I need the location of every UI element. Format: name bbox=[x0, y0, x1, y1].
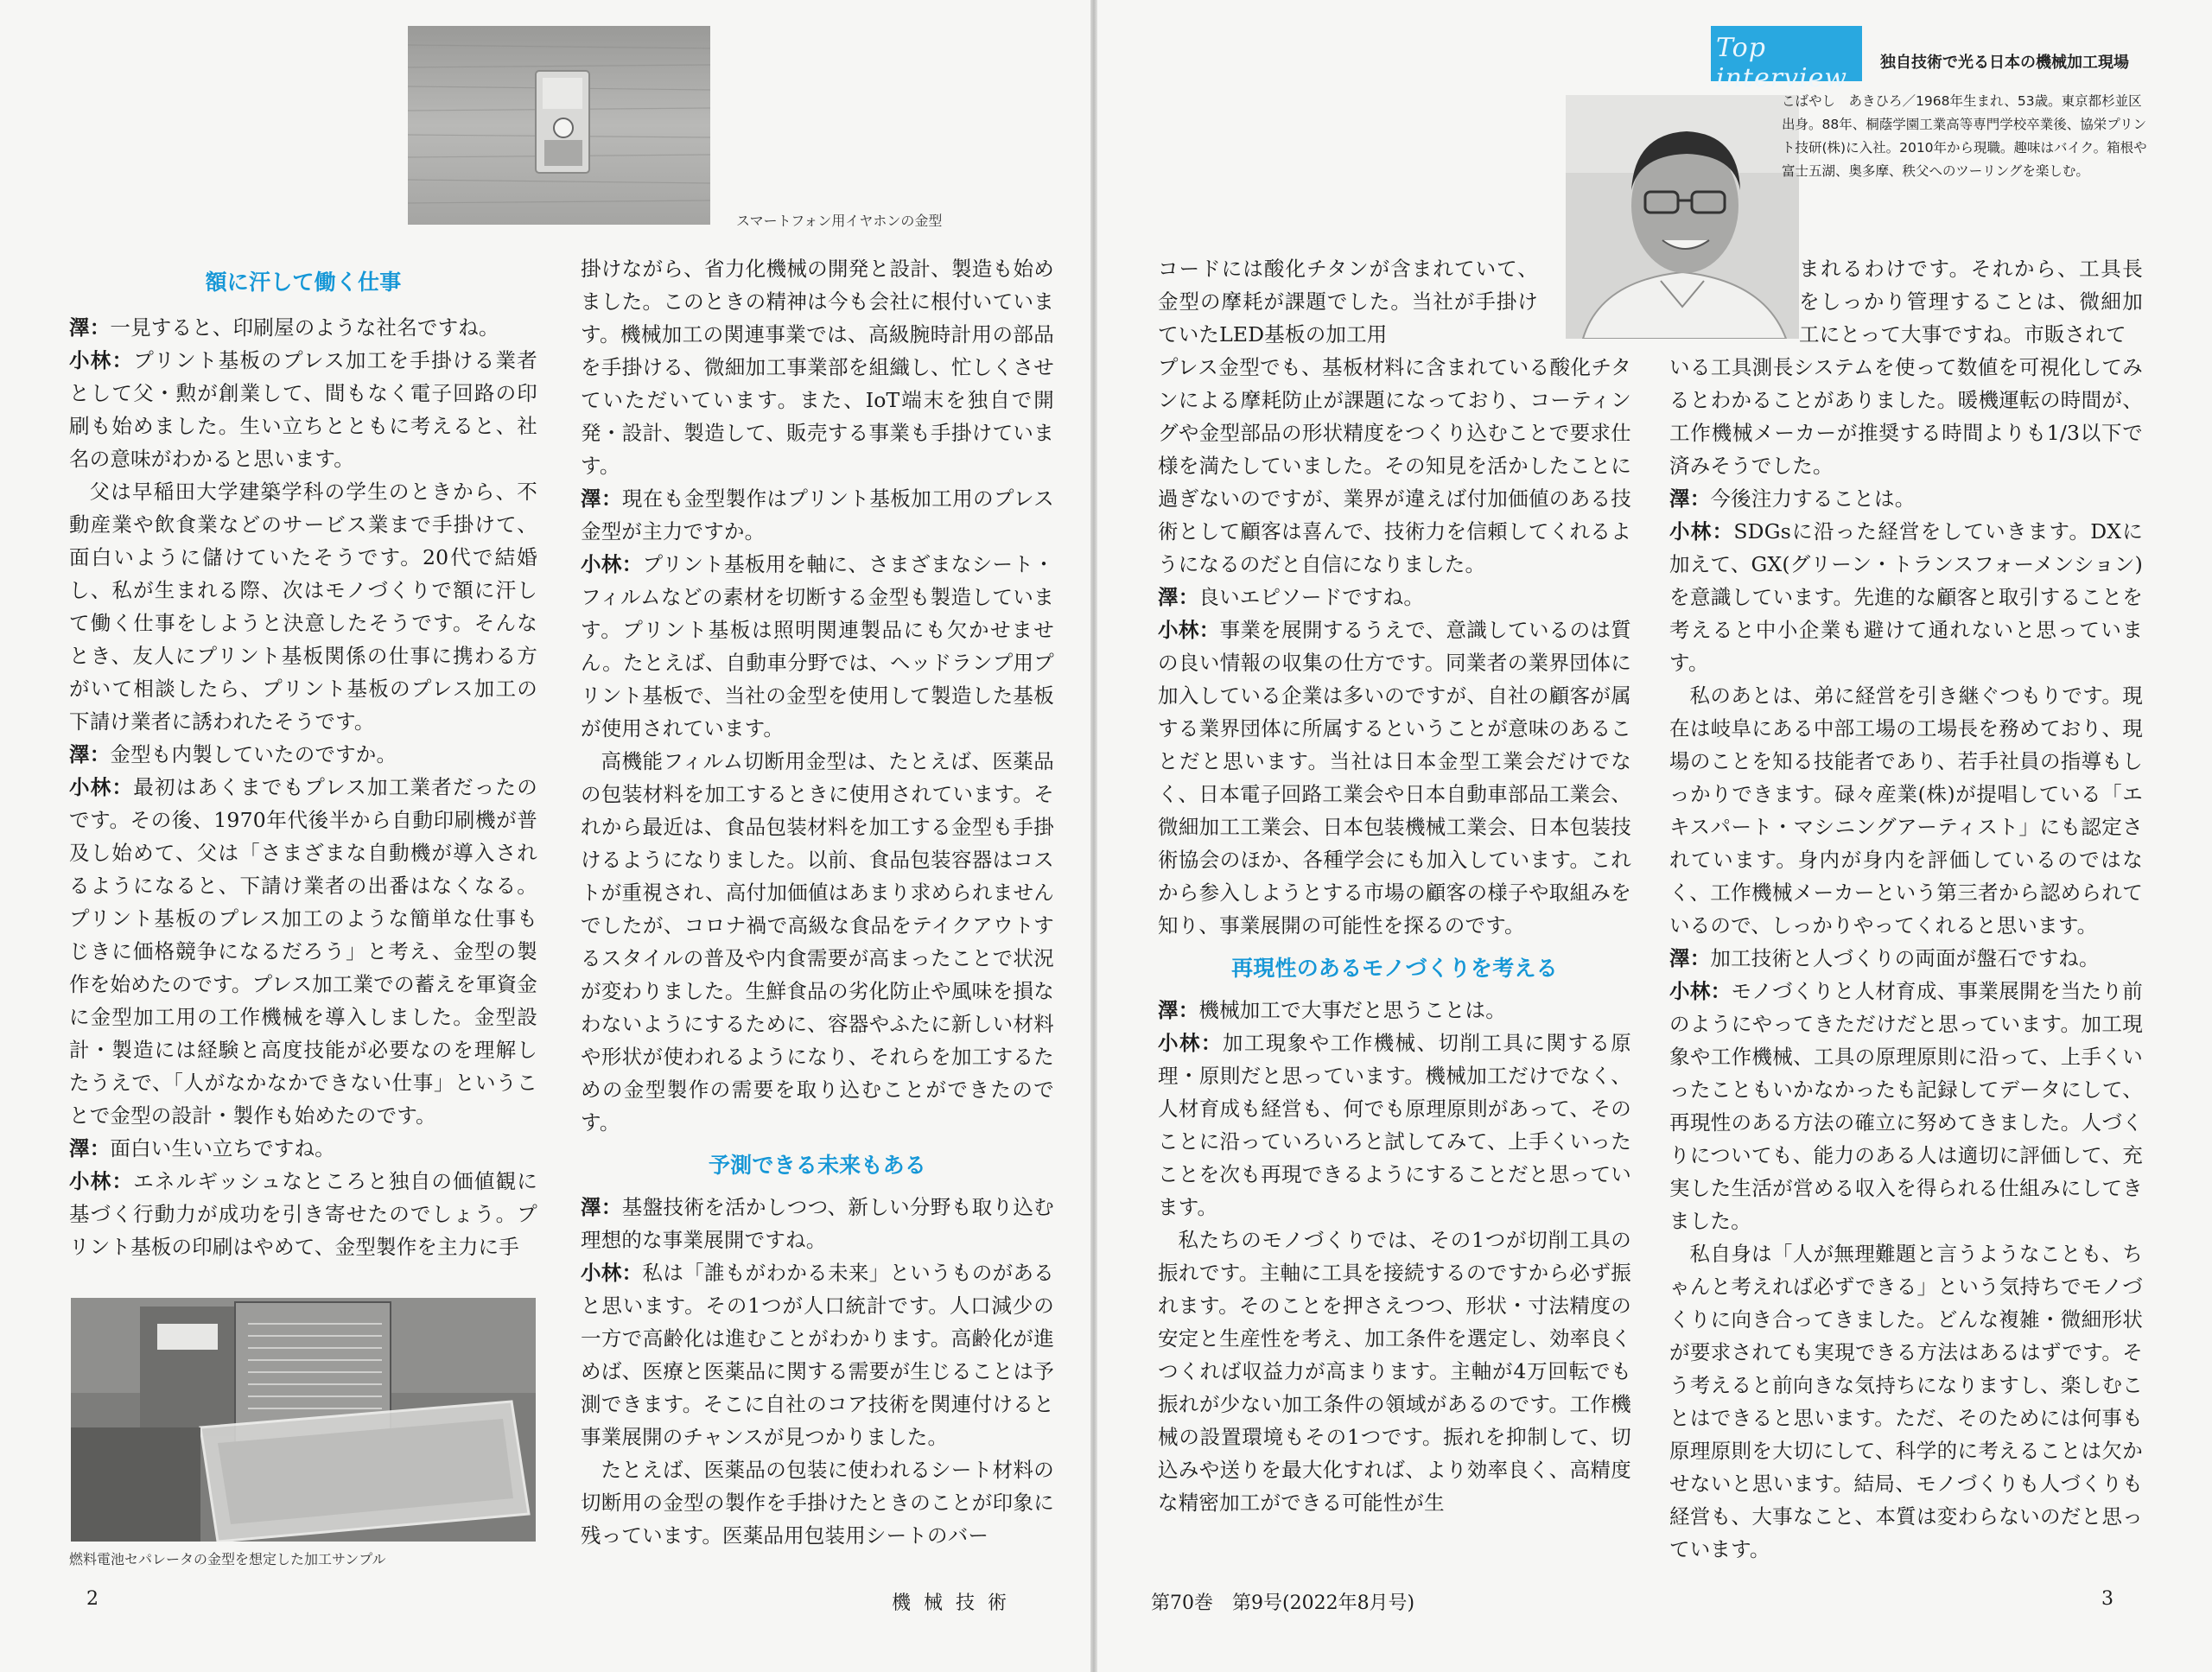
paragraph bbox=[1669, 515, 2143, 679]
paragraph-text: 今後注力することは。 bbox=[1710, 486, 1916, 511]
speaker-label: 小林： bbox=[69, 1169, 134, 1193]
book-spine bbox=[1090, 0, 1097, 1672]
interview-banner bbox=[1711, 26, 2212, 93]
banner-tab bbox=[1711, 26, 1862, 93]
section-heading: 予測できる未来もある bbox=[708, 1153, 926, 1178]
paragraph bbox=[581, 1256, 1054, 1453]
paragraph bbox=[1158, 613, 1631, 942]
paragraph bbox=[581, 1191, 1054, 1256]
column-1 bbox=[69, 261, 537, 1263]
paragraph: たとえば、医薬品の包装に使われるシート材料の切断用の金型の製作を手掛けたときのことが印象に残っています。医薬品用包装用シートのバー bbox=[581, 1458, 1054, 1548]
speaker-label: 澤： bbox=[581, 1195, 622, 1219]
paragraph bbox=[1158, 994, 1631, 1027]
paragraph bbox=[69, 344, 537, 475]
speaker-label: 澤： bbox=[69, 1136, 111, 1160]
paragraph: まれるわけです。それから、工具長をしっかり管理することは、微細加工にとって大事ですね。市販されて bbox=[1799, 257, 2143, 346]
speaker-label: 小林： bbox=[1669, 519, 1734, 544]
speaker-label: 小林： bbox=[69, 348, 134, 372]
paragraph: 掛けながら、省力化機械の開発と設計、製造も始めました。このときの精神は今も会社に根付いています。機械加工の関連事業では、高級腕時計用の部品を手掛ける、微細加工事業部を組織し、忙しくさせていただいています。また、IoT端末を独自で開発・設計、製造して、販売する事業も手掛けています。 bbox=[581, 257, 1054, 478]
magazine-name: 機 械 技 術 bbox=[892, 1593, 1010, 1614]
separator-caption: 燃料電池セパレータの金型を想定した加工サンプル bbox=[69, 1551, 386, 1567]
paragraph bbox=[69, 771, 537, 1132]
column-3 bbox=[1158, 252, 1631, 1519]
earphone-mold-image bbox=[408, 26, 710, 225]
banner-script: Top interview bbox=[1716, 33, 1848, 93]
paragraph: 私のあとは、弟に経営を引き継ぐつもりです。現在は岐阜にある中部工場の工場長を務めており、現場のことを知る技能者であり、若手社員の指導もしっかりできます。碌々産業(株)が提唱している「エキスパート・マシニングアーティスト」にも認定されています。身内が身内を評価しているのではなく、工作機械メーカーという第三者から認められているので、しっかりやってくれると思います。 bbox=[1669, 683, 2143, 938]
series-title: 独自技術で光る日本の機械加工現場 bbox=[1880, 54, 2129, 72]
speaker-label: 澤： bbox=[1669, 486, 1711, 511]
paragraph bbox=[1158, 581, 1631, 613]
column-4 bbox=[1669, 252, 2143, 1566]
paragraph bbox=[69, 738, 537, 771]
paragraph-text: 加工技術と人づくりの両面が盤石ですね。 bbox=[1710, 946, 2100, 970]
section-heading: 額に汗して働く仕事 bbox=[205, 270, 402, 295]
paragraph-text: プリント基板のプレス加工を手掛ける業者として父・勲が創業して、間もなく電子回路の印刷も始めました。生い立ちとともに考えると、社名の意味がわかると思います。 bbox=[69, 348, 537, 471]
paragraph: 私たちのモノづくりでは、その1つが切削工具の振れです。主軸に工具を接続するのですから必ず振れます。そのことを押さえつつ、形状・寸法精度の安定と生産性を考え、加工条件を選定し、効率良くつくれば収益力が高まります。主軸が4万回転でも振れが少ない加工条件の領域があるのです。工作機械の設置環境もその1つです。振れを抑制して、切込みや送りを最大化すれば、より効率良く、高精度な精密加工ができる可能性が生 bbox=[1158, 1228, 1631, 1515]
paragraph bbox=[581, 548, 1054, 745]
paragraph-text: エネルギッシュなところと独自の価値観に基づく行動力が成功を引き寄せたのでしょう。プリント基板の印刷はやめて、金型製作を主力に手 bbox=[69, 1169, 538, 1259]
paragraph-text: モノづくりと人材育成、事業展開を当たり前のようにやってきただけだと思っています。加工現象や工作機械、工具の原理原則に沿って、上手くいったこともいかなかったも記録してデータにして、再現性のある方法の確立に努めてきました。人づくりについても、能力のある人は適切に評価して、充実した生活が営める収入を得られる仕組みにしてきました。 bbox=[1669, 979, 2143, 1233]
speaker-label: 小林： bbox=[581, 552, 643, 576]
speaker-label: 澤： bbox=[581, 486, 622, 511]
earphone-mold-caption: スマートフォン用イヤホンの金型 bbox=[736, 213, 943, 229]
section-heading: 再現性のあるモノづくりを考える bbox=[1231, 956, 1558, 981]
speaker-label: 澤： bbox=[1669, 946, 1711, 970]
paragraph-text: 良いエピソードですね。 bbox=[1198, 585, 1425, 609]
interviewee-bio: こばやし あきひろ／1968年生まれ、53歳。東京都杉並区出身。88年、桐蔭学園工業高等専門学校卒業後、協栄プリント技研(株)に入社。2010年から現職。趣味はバイク。箱根や富士五湖、奥多摩、秩父へのツーリングを楽しむ。 bbox=[1782, 93, 2147, 179]
speaker-label: 澤： bbox=[69, 742, 111, 766]
paragraph: コードには酸化チタンが含まれていて、金型の摩耗が課題でした。当社が手掛けていたLED基板の加工用 bbox=[1158, 257, 1538, 346]
speaker-label: 小林： bbox=[581, 1261, 643, 1285]
speaker-label: 小林： bbox=[1669, 979, 1732, 1003]
separator-sample-image bbox=[71, 1298, 536, 1542]
speaker-label: 澤： bbox=[1158, 585, 1199, 609]
paragraph bbox=[1158, 1027, 1631, 1224]
paragraph-text: 最初はあくまでもプレス加工業者だったのです。その後、1970年代後半から自動印刷機が普及し始めて、父は「さまざまな自動機が導入されるようになると、下請け業者の出番はなくなる。プリント基板のプレス加工のような簡単な仕事もじきに価格競争になるだろう」と考え、金型の製作を始めたのです。プレス加工業での蓄えを軍資金に金型加工用の工作機械を導入しました。金型設計・製造には経験と高度技能が必要なのを理解したうえで、「人がなかなかできない仕事」ということで金型の設計・製作も始めたのです。 bbox=[69, 775, 537, 1128]
paragraph-text: 加工現象や工作機械、切削工具に関する原理・原則だと思っています。機械加工だけでなく、人材育成も経営も、何でも原理原則があって、そのことに沿っていろいろと試してみて、上手くいったことを次も再現できるようにすることだと思っています。 bbox=[1158, 1031, 1631, 1219]
speaker-label: 澤： bbox=[1158, 998, 1199, 1022]
paragraph bbox=[69, 311, 537, 344]
paragraph: プレス金型でも、基板材料に含まれている酸化チタンによる摩耗防止が課題になっており、コーティングや金型部品の形状精度をつくり込むことで要求仕様を満たしていました。その知見を活かしたことに過ぎないのですが、業界が違えば付加価値のある技術として顧客は喜んで、技術力を信頼してくれるようになるのだと自信になりました。 bbox=[1158, 355, 1631, 576]
paragraph bbox=[69, 1132, 537, 1165]
paragraph-text: 面白い生い立ちですね。 bbox=[110, 1136, 335, 1160]
paragraph-text: SDGsに沿った経営をしていきます。DXに加えて、GX(グリーン・トランスフォーメンション)を意識しています。先進的な顧客と取引することを考えると中小企業も避けて通れないと思っています。 bbox=[1669, 519, 2143, 675]
issue-info: 第70巻 第9号(2022年8月号) bbox=[1151, 1593, 1415, 1614]
paragraph: いる工具測長システムを使って数値を可視化してみるとわかることがありました。暖機運転の時間が、工作機械メーカーが推奨する時間よりも1/3以下で済みそうでした。 bbox=[1669, 355, 2143, 478]
paragraph-text: 基盤技術を活かしつつ、新しい分野も取り込む理想的な事業展開ですね。 bbox=[581, 1195, 1054, 1252]
paragraph: 私自身は「人が無理難題と言うようなことも、ちゃんと考えれば必ずできる」という気持ちでモノづくりに向き合ってきました。どんな複雑・微細形状が要求されても実現できる方法はあるはずです。そう考えると前向きな気持ちになりますし、楽しむことはできると思います。ただ、そのためには何事も原理原則を大切にして、科学的に考えることは欠かせないと思います。結局、モノづくりも人づくりも経営も、大事なこと、本質は変わらないのだと思っています。 bbox=[1669, 1242, 2143, 1561]
speaker-label: 小林： bbox=[1158, 1031, 1223, 1055]
speaker-label: 澤： bbox=[69, 315, 111, 340]
paragraph bbox=[1669, 975, 2143, 1237]
paragraph-text: 事業を展開するうえで、意識しているのは質の良い情報の収集の仕方です。同業者の業界団体に加入している企業は多いのですが、自社の顧客が属する業界団体に所属するということが意味のあることだと思います。当社は日本金型工業会だけでなく、日本電子回路工業会や日本自動車部品工業会、微細加工工業会、日本包装機械工業会、日本包装技術協会のほか、各種学会にも加入しています。これから参入しようとする市場の顧客の様子や取組みを知り、事業展開の可能性を探るのです。 bbox=[1158, 618, 1631, 938]
paragraph bbox=[581, 482, 1054, 548]
paragraph-text: 機械加工で大事だと思うことは。 bbox=[1198, 998, 1506, 1022]
paragraph-text: 一見すると、印刷屋のような社名ですね。 bbox=[110, 315, 499, 340]
right-page bbox=[1097, 0, 2212, 1672]
speaker-label: 小林： bbox=[69, 775, 134, 799]
paragraph: 父は早稲田大学建築学科の学生のときから、不動産業や飲食業などのサービス業まで手掛けて、面白いように儲けていたそうです。20代で結婚し、私が生まれる際、次はモノづくりで額に汗して働く仕事をしようと決意したそうです。そんなとき、友人にプリント基板関係の仕事に携わる方がいて相談したら、プリント基板のプレス加工の下請け業者に誘われたそうです。 bbox=[69, 480, 537, 734]
paragraph-text: 金型も内製していたのですか。 bbox=[110, 742, 397, 766]
earphone-mold-photo bbox=[408, 26, 710, 225]
fuel-cell-separator-photo bbox=[71, 1298, 536, 1542]
page-number-right: 3 bbox=[2101, 1588, 2113, 1610]
paragraph bbox=[69, 1165, 537, 1263]
paragraph bbox=[1669, 942, 2143, 975]
paragraph-text: 私は「誰もがわかる未来」というものがあると思います。その1つが人口統計です。人口減少の一方で高齢化は進むことがわかります。高齢化が進めば、医療と医薬品に関する需要が生じることは予測できます。そこに自社のコア技術を関連付けると事業展開のチャンスが見つかりました。 bbox=[581, 1261, 1054, 1449]
page-number-left: 2 bbox=[86, 1588, 99, 1610]
left-page bbox=[0, 0, 1090, 1672]
speaker-label: 小林： bbox=[1158, 618, 1220, 642]
column-2 bbox=[581, 252, 1054, 1552]
paragraph: 高機能フィルム切断用金型は、たとえば、医薬品の包装材料を加工するときに使用されています。それから最近は、食品包装材料を加工する金型も手掛けるようになりました。以前、食品包装容器はコストが重視され、高付加価値はあまり求められませんでしたが、コロナ禍で高級な食品をテイクアウトするスタイルの普及や内食需要が高まったことで状況が変わりました。生鮮食品の劣化防止や風味を損なわないようにするために、容器やふたに新しい材料や形状が使われるようになり、それらを加工するための金型製作の需要を取り込むことができたのです。 bbox=[581, 749, 1054, 1135]
paragraph bbox=[1669, 482, 2143, 515]
paragraph-text: プリント基板用を軸に、さまざまなシート・フィルムなどの素材を切断する金型も製造しています。プリント基板は照明関連製品にも欠かせません。たとえば、自動車分野では、ヘッドランプ用プリント基板で、当社の金型を使用して製造した基板が使用されています。 bbox=[581, 552, 1054, 741]
paragraph-text: 現在も金型製作はプリント基板加工用のプレス金型が主力ですか。 bbox=[581, 486, 1054, 544]
